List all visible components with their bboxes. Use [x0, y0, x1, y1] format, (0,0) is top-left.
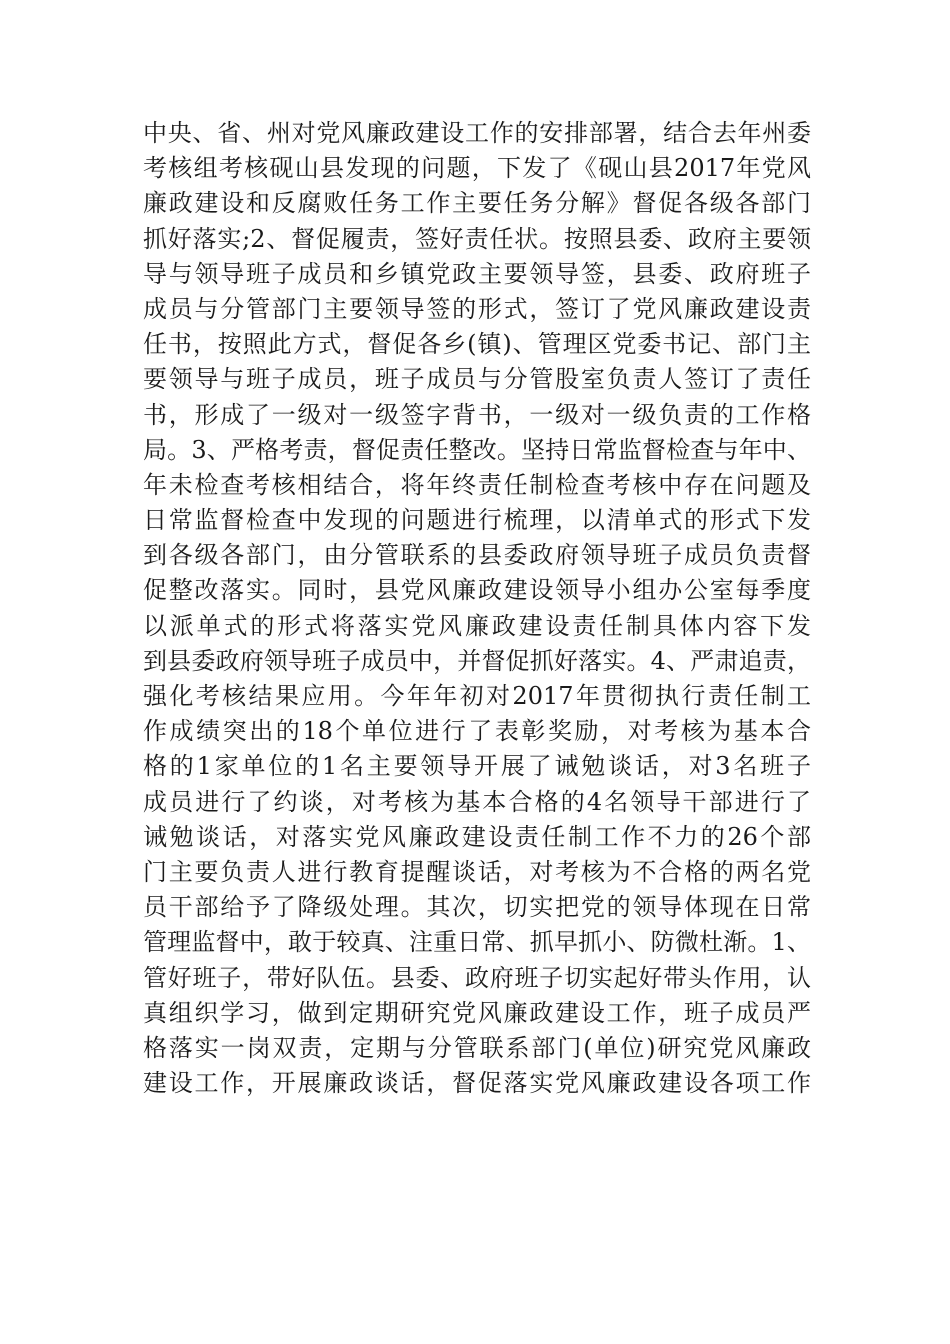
text-line: 员干部给予了降级处理。其次，切实把党的领导体现在日常 — [143, 893, 811, 922]
text-line: 日常监督检查中发现的问题进行梳理，以清单式的形式下发 — [143, 506, 811, 535]
text-line: 促整改落实。同时，县党风廉政建设领导小组办公室每季度 — [143, 576, 811, 605]
text-line: 到各级各部门，由分管联系的县委政府领导班子成员负责督 — [143, 541, 811, 570]
text-line: 局。3、严格考责，督促责任整改。坚持日常监督检查与年中、 — [143, 435, 811, 464]
text-line: 导与领导班子成员和乡镇党政主要领导签，县委、政府班子 — [143, 259, 811, 288]
text-line: 强化考核结果应用。今年年初对2017年贯彻执行责任制工 — [143, 682, 811, 710]
text-line: 到县委政府领导班子成员中，并督促抓好落实。4、严肃追责， — [143, 646, 811, 675]
text-line: 管理监督中，敢于较真、注重日常、抓早抓小、防微杜渐。1、 — [143, 928, 811, 957]
text-line: 门主要负责人进行教育提醒谈话，对考核为不合格的两名党 — [143, 857, 811, 886]
text-line: 格的1家单位的1名主要领导开展了诫勉谈话，对3名班子 — [143, 752, 811, 781]
text-line: 书，形成了一级对一级签字背书，一级对一级负责的工作格 — [143, 400, 811, 429]
text-line: 考核组考核砚山县发现的问题，下发了《砚山县2017年党风 — [143, 154, 811, 183]
text-line: 要领导与班子成员，班子成员与分管股室负责人签订了责任 — [143, 365, 811, 394]
body-paragraph — [143, 116, 811, 1101]
text-line: 廉政建设和反腐败任务工作主要任务分解》督促各级各部门 — [143, 189, 811, 218]
text-line: 以派单式的形式将落实党风廉政建设责任制具体内容下发 — [143, 611, 811, 640]
text-line: 格落实一岗双责，定期与分管联系部门(单位)研究党风廉政 — [143, 1033, 811, 1062]
text-line: 年未检查考核相结合，将年终责任制检查考核中存在问题及 — [143, 470, 811, 499]
text-line: 作成绩突出的18个单位进行了表彰奖励，对考核为基本合 — [143, 717, 811, 746]
text-line: 管好班子，带好队伍。县委、政府班子切实起好带头作用，认 — [143, 963, 811, 992]
text-line: 成员进行了约谈，对考核为基本合格的4名领导干部进行了 — [143, 787, 811, 816]
text-line: 诫勉谈话，对落实党风廉政建设责任制工作不力的26个部 — [143, 822, 811, 851]
text-line: 建设工作，开展廉政谈话，督促落实党风廉政建设各项工作 — [143, 1069, 811, 1098]
text-line: 中央、省、州对党风廉政建设工作的安排部署，结合去年州委 — [143, 119, 811, 147]
text-line: 任书，按照此方式，督促各乡(镇)、管理区党委书记、部门主 — [143, 330, 811, 359]
text-line: 真组织学习，做到定期研究党风廉政建设工作，班子成员严 — [143, 998, 811, 1027]
text-line: 成员与分管部门主要领导签的形式，签订了党风廉政建设责 — [143, 294, 811, 323]
text-line: 抓好落实;2、督促履责，签好责任状。按照县委、政府主要领 — [143, 224, 811, 253]
